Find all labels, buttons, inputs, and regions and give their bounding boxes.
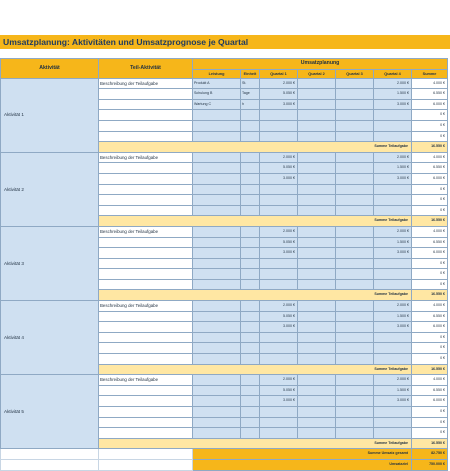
quartal-3-cell[interactable] <box>336 205 374 216</box>
quartal-2-cell[interactable] <box>298 279 336 290</box>
summe-cell[interactable]: 4.000 € <box>412 152 448 163</box>
leistung-cell[interactable] <box>193 173 241 184</box>
quartal-3-cell[interactable] <box>336 322 374 333</box>
summe-cell[interactable]: 6.000 € <box>412 248 448 259</box>
quartal-2-cell[interactable] <box>298 226 336 237</box>
quartal-1-cell[interactable]: 2.000 € <box>260 78 298 89</box>
leistung-cell[interactable] <box>193 258 241 269</box>
table-row <box>1 226 448 237</box>
teilaufgabe-cell[interactable] <box>99 173 193 184</box>
quartal-1-cell[interactable] <box>260 184 298 195</box>
summe-cell[interactable]: 0 € <box>412 417 448 428</box>
header-aktivitaet[interactable]: Aktivität <box>1 59 99 79</box>
quartal-3-cell[interactable] <box>336 396 374 407</box>
header-leistung[interactable]: Leistung <box>193 69 241 78</box>
teilaufgabe-cell[interactable]: Beschreibung der Teilaufgabe <box>99 226 193 237</box>
quartal-1-cell[interactable]: 3.000 € <box>260 99 298 110</box>
summe-cell[interactable]: 6.550 € <box>412 385 448 396</box>
sum-teilaufgabe-value[interactable]: 16.550 € <box>412 216 448 227</box>
teilaufgabe-cell[interactable] <box>99 311 193 322</box>
summe-cell[interactable]: 4.000 € <box>412 301 448 312</box>
quartal-4-cell[interactable]: 2.000 € <box>374 301 412 312</box>
quartal-2-cell[interactable] <box>298 269 336 280</box>
quartal-2-cell[interactable] <box>298 428 336 439</box>
einheit-cell[interactable] <box>241 195 260 206</box>
teilaufgabe-cell[interactable] <box>99 120 193 131</box>
einheit-cell[interactable] <box>241 131 260 142</box>
teilaufgabe-cell[interactable] <box>99 417 193 428</box>
quartal-3-cell[interactable] <box>336 110 374 121</box>
quartal-1-cell[interactable]: 5.050 € <box>260 163 298 174</box>
teilaufgabe-cell[interactable] <box>99 354 193 365</box>
quartal-2-cell[interactable] <box>298 332 336 343</box>
einheit-cell[interactable]: h <box>241 99 260 110</box>
quartal-4-cell[interactable] <box>374 269 412 280</box>
quartal-4-cell[interactable]: 3.000 € <box>374 173 412 184</box>
quartal-1-cell[interactable] <box>260 343 298 354</box>
teilaufgabe-cell[interactable] <box>99 237 193 248</box>
blank-cell <box>99 459 193 470</box>
quartal-2-cell[interactable] <box>298 396 336 407</box>
quartal-4-cell[interactable] <box>374 258 412 269</box>
quartal-1-cell[interactable] <box>260 205 298 216</box>
quartal-4-cell[interactable] <box>374 205 412 216</box>
teilaufgabe-cell[interactable] <box>99 428 193 439</box>
quartal-4-cell[interactable]: 1.500 € <box>374 385 412 396</box>
quartal-1-cell[interactable] <box>260 195 298 206</box>
quartal-3-cell[interactable] <box>336 311 374 322</box>
leistung-cell[interactable] <box>193 184 241 195</box>
quartal-2-cell[interactable] <box>298 131 336 142</box>
quartal-3-cell[interactable] <box>336 354 374 365</box>
quartal-2-cell[interactable] <box>298 248 336 259</box>
einheit-cell[interactable] <box>241 269 260 280</box>
quartal-4-cell[interactable]: 1.500 € <box>374 311 412 322</box>
summe-cell[interactable]: 4.000 € <box>412 375 448 386</box>
einheit-cell[interactable] <box>241 385 260 396</box>
quartal-3-cell[interactable] <box>336 195 374 206</box>
einheit-cell[interactable] <box>241 237 260 248</box>
einheit-cell[interactable] <box>241 354 260 365</box>
summe-cell[interactable]: 0 € <box>412 354 448 365</box>
quartal-2-cell[interactable] <box>298 322 336 333</box>
summe-cell[interactable]: 0 € <box>412 407 448 418</box>
teilaufgabe-cell[interactable] <box>99 184 193 195</box>
quartal-4-cell[interactable] <box>374 120 412 131</box>
header-quartal-1[interactable]: Quartal 1 <box>260 69 298 78</box>
quartal-1-cell[interactable] <box>260 332 298 343</box>
leistung-cell[interactable] <box>193 375 241 386</box>
summe-cell[interactable]: 0 € <box>412 428 448 439</box>
sum-teilaufgabe-value[interactable]: 16.550 € <box>412 290 448 301</box>
quartal-3-cell[interactable] <box>336 237 374 248</box>
leistung-cell[interactable] <box>193 279 241 290</box>
quartal-4-cell[interactable] <box>374 407 412 418</box>
quartal-2-cell[interactable] <box>298 195 336 206</box>
einheit-cell[interactable] <box>241 120 260 131</box>
quartal-4-cell[interactable]: 2.000 € <box>374 375 412 386</box>
summe-cell[interactable]: 6.550 € <box>412 89 448 100</box>
leistung-cell[interactable]: Wartung C <box>193 99 241 110</box>
summe-cell[interactable]: 0 € <box>412 332 448 343</box>
summe-cell[interactable]: 0 € <box>412 195 448 206</box>
leistung-cell[interactable] <box>193 248 241 259</box>
activity-label[interactable]: Aktivität 5 <box>1 375 99 449</box>
quartal-1-cell[interactable]: 2.000 € <box>260 375 298 386</box>
einheit-cell[interactable] <box>241 184 260 195</box>
einheit-cell[interactable] <box>241 311 260 322</box>
total-row <box>1 459 448 470</box>
summe-cell[interactable]: 0 € <box>412 205 448 216</box>
quartal-1-cell[interactable]: 3.000 € <box>260 173 298 184</box>
quartal-3-cell[interactable] <box>336 226 374 237</box>
quartal-2-cell[interactable] <box>298 205 336 216</box>
quartal-4-cell[interactable] <box>374 428 412 439</box>
leistung-cell[interactable] <box>193 110 241 121</box>
quartal-4-cell[interactable] <box>374 343 412 354</box>
quartal-4-cell[interactable] <box>374 195 412 206</box>
quartal-2-cell[interactable] <box>298 385 336 396</box>
quartal-2-cell[interactable] <box>298 99 336 110</box>
leistung-cell[interactable] <box>193 396 241 407</box>
quartal-4-cell[interactable]: 3.000 € <box>374 99 412 110</box>
leistung-cell[interactable] <box>193 120 241 131</box>
table-row <box>1 375 448 386</box>
quartal-4-cell[interactable]: 2.000 € <box>374 78 412 89</box>
quartal-1-cell[interactable] <box>260 428 298 439</box>
leistung-cell[interactable] <box>193 417 241 428</box>
teilaufgabe-cell[interactable] <box>99 163 193 174</box>
quartal-4-cell[interactable] <box>374 279 412 290</box>
header-einheit[interactable]: Einheit <box>241 69 260 78</box>
einheit-cell[interactable] <box>241 332 260 343</box>
teilaufgabe-cell[interactable] <box>99 322 193 333</box>
sum-teilaufgabe-label: Summe Teilaufgabe <box>99 216 412 227</box>
sum-teilaufgabe-label: Summe Teilaufgabe <box>99 438 412 449</box>
teilaufgabe-cell[interactable] <box>99 131 193 142</box>
header-quartal-3[interactable]: Quartal 3 <box>336 69 374 78</box>
einheit-cell[interactable] <box>241 173 260 184</box>
leistung-cell[interactable] <box>193 237 241 248</box>
summe-cell[interactable]: 6.000 € <box>412 173 448 184</box>
sheet-title: Umsatzplanung: Aktivitäten und Umsatzprognose je Quartal <box>0 35 450 49</box>
quartal-2-cell[interactable] <box>298 407 336 418</box>
leistung-cell[interactable] <box>193 205 241 216</box>
summe-cell[interactable]: 6.550 € <box>412 163 448 174</box>
table-row <box>1 78 448 89</box>
sum-teilaufgabe-value[interactable]: 16.550 € <box>412 364 448 375</box>
leistung-cell[interactable] <box>193 195 241 206</box>
leistung-cell[interactable] <box>193 354 241 365</box>
einheit-cell[interactable] <box>241 279 260 290</box>
quartal-4-cell[interactable]: 1.500 € <box>374 237 412 248</box>
spreadsheet <box>0 35 450 471</box>
quartal-3-cell[interactable] <box>336 89 374 100</box>
quartal-1-cell[interactable]: 5.050 € <box>260 385 298 396</box>
quartal-3-cell[interactable] <box>336 407 374 418</box>
umsatzziel-label: Umsatzziel <box>193 459 412 470</box>
summe-cell[interactable]: 0 € <box>412 110 448 121</box>
quartal-3-cell[interactable] <box>336 417 374 428</box>
teilaufgabe-cell[interactable] <box>99 89 193 100</box>
einheit-cell[interactable]: St. <box>241 78 260 89</box>
quartal-2-cell[interactable] <box>298 173 336 184</box>
header-teil-aktivitaet[interactable]: Teil-Aktivität <box>99 59 193 79</box>
quartal-2-cell[interactable] <box>298 237 336 248</box>
quartal-2-cell[interactable] <box>298 120 336 131</box>
quartal-2-cell[interactable] <box>298 78 336 89</box>
quartal-1-cell[interactable]: 3.000 € <box>260 322 298 333</box>
leistung-cell[interactable] <box>193 152 241 163</box>
quartal-4-cell[interactable]: 3.000 € <box>374 248 412 259</box>
quartal-3-cell[interactable] <box>336 184 374 195</box>
quartal-1-cell[interactable]: 2.000 € <box>260 152 298 163</box>
quartal-1-cell[interactable]: 3.000 € <box>260 248 298 259</box>
summe-cell[interactable]: 6.550 € <box>412 311 448 322</box>
umsatzziel-value[interactable]: 750.000 € <box>412 459 448 470</box>
quartal-1-cell[interactable] <box>260 407 298 418</box>
table-row <box>1 301 448 312</box>
leistung-cell[interactable] <box>193 311 241 322</box>
sum-teilaufgabe-value[interactable]: 16.550 € <box>412 438 448 449</box>
blank-cell <box>99 449 193 460</box>
teilaufgabe-cell[interactable] <box>99 407 193 418</box>
teilaufgabe-cell[interactable] <box>99 99 193 110</box>
quartal-4-cell[interactable] <box>374 354 412 365</box>
blank-cell <box>1 449 99 460</box>
einheit-cell[interactable] <box>241 396 260 407</box>
quartal-2-cell[interactable] <box>298 110 336 121</box>
leistung-cell[interactable] <box>193 226 241 237</box>
leistung-cell[interactable] <box>193 269 241 280</box>
quartal-1-cell[interactable] <box>260 354 298 365</box>
summe-cell[interactable]: 4.000 € <box>412 78 448 89</box>
summe-cell[interactable]: 0 € <box>412 343 448 354</box>
table-row <box>1 152 448 163</box>
quartal-2-cell[interactable] <box>298 417 336 428</box>
sum-teilaufgabe-label: Summe Teilaufgabe <box>99 364 412 375</box>
quartal-4-cell[interactable]: 2.000 € <box>374 226 412 237</box>
quartal-4-cell[interactable]: 3.000 € <box>374 322 412 333</box>
quartal-1-cell[interactable]: 3.000 € <box>260 396 298 407</box>
quartal-3-cell[interactable] <box>336 78 374 89</box>
planning-table <box>0 58 448 471</box>
einheit-cell[interactable] <box>241 301 260 312</box>
teilaufgabe-cell[interactable] <box>99 110 193 121</box>
teilaufgabe-cell[interactable] <box>99 248 193 259</box>
teilaufgabe-cell[interactable]: Beschreibung der Teilaufgabe <box>99 152 193 163</box>
activity-label[interactable]: Aktivität 2 <box>1 152 99 226</box>
quartal-4-cell[interactable] <box>374 417 412 428</box>
summe-cell[interactable]: 0 € <box>412 120 448 131</box>
teilaufgabe-cell[interactable] <box>99 332 193 343</box>
einheit-cell[interactable] <box>241 375 260 386</box>
quartal-2-cell[interactable] <box>298 89 336 100</box>
einheit-cell[interactable] <box>241 152 260 163</box>
quartal-1-cell[interactable]: 2.000 € <box>260 226 298 237</box>
sum-teilaufgabe-label: Summe Teilaufgabe <box>99 290 412 301</box>
quartal-1-cell[interactable]: 5.050 € <box>260 89 298 100</box>
sum-teilaufgabe-value[interactable]: 16.550 € <box>412 142 448 153</box>
summe-cell[interactable]: 0 € <box>412 269 448 280</box>
einheit-cell[interactable] <box>241 110 260 121</box>
quartal-2-cell[interactable] <box>298 163 336 174</box>
einheit-cell[interactable] <box>241 417 260 428</box>
quartal-1-cell[interactable]: 2.000 € <box>260 301 298 312</box>
einheit-cell[interactable] <box>241 258 260 269</box>
activity-label[interactable]: Aktivität 3 <box>1 226 99 300</box>
quartal-4-cell[interactable]: 1.500 € <box>374 163 412 174</box>
quartal-4-cell[interactable] <box>374 184 412 195</box>
leistung-cell[interactable] <box>193 322 241 333</box>
summe-cell[interactable]: 0 € <box>412 279 448 290</box>
quartal-3-cell[interactable] <box>336 332 374 343</box>
quartal-2-cell[interactable] <box>298 301 336 312</box>
quartal-3-cell[interactable] <box>336 99 374 110</box>
einheit-cell[interactable] <box>241 226 260 237</box>
quartal-4-cell[interactable] <box>374 332 412 343</box>
leistung-cell[interactable] <box>193 332 241 343</box>
einheit-cell[interactable] <box>241 343 260 354</box>
einheit-cell[interactable] <box>241 163 260 174</box>
quartal-1-cell[interactable]: 5.050 € <box>260 311 298 322</box>
quartal-4-cell[interactable]: 1.500 € <box>374 89 412 100</box>
activity-label[interactable]: Aktivität 4 <box>1 301 99 375</box>
einheit-cell[interactable] <box>241 322 260 333</box>
leistung-cell[interactable] <box>193 163 241 174</box>
total-row <box>1 449 448 460</box>
header-quartal-2[interactable]: Quartal 2 <box>298 69 336 78</box>
quartal-1-cell[interactable]: 5.050 € <box>260 237 298 248</box>
quartal-3-cell[interactable] <box>336 385 374 396</box>
quartal-3-cell[interactable] <box>336 258 374 269</box>
einheit-cell[interactable] <box>241 428 260 439</box>
summe-cell[interactable]: 4.000 € <box>412 226 448 237</box>
quartal-1-cell[interactable] <box>260 269 298 280</box>
quartal-3-cell[interactable] <box>336 248 374 259</box>
teilaufgabe-cell[interactable] <box>99 279 193 290</box>
quartal-4-cell[interactable]: 3.000 € <box>374 396 412 407</box>
leistung-cell[interactable]: Produkt A <box>193 78 241 89</box>
quartal-3-cell[interactable] <box>336 120 374 131</box>
quartal-3-cell[interactable] <box>336 375 374 386</box>
einheit-cell[interactable]: Tage <box>241 89 260 100</box>
activity-label[interactable]: Aktivität 1 <box>1 78 99 152</box>
summe-cell[interactable]: 6.550 € <box>412 237 448 248</box>
quartal-2-cell[interactable] <box>298 354 336 365</box>
quartal-1-cell[interactable] <box>260 131 298 142</box>
teilaufgabe-cell[interactable] <box>99 385 193 396</box>
header-quartal-4[interactable]: Quartal 4 <box>374 69 412 78</box>
teilaufgabe-cell[interactable] <box>99 195 193 206</box>
quartal-3-cell[interactable] <box>336 279 374 290</box>
summe-cell[interactable]: 0 € <box>412 131 448 142</box>
summe-cell[interactable]: 6.000 € <box>412 396 448 407</box>
quartal-3-cell[interactable] <box>336 428 374 439</box>
spacer-row <box>0 49 450 58</box>
quartal-2-cell[interactable] <box>298 258 336 269</box>
quartal-2-cell[interactable] <box>298 152 336 163</box>
leistung-cell[interactable] <box>193 131 241 142</box>
quartal-2-cell[interactable] <box>298 375 336 386</box>
quartal-3-cell[interactable] <box>336 269 374 280</box>
sum-teilaufgabe-label: Summe Teilaufgabe <box>99 142 412 153</box>
leistung-cell[interactable] <box>193 301 241 312</box>
header-umsatzplanung[interactable]: Umsatzplanung <box>193 59 448 70</box>
teilaufgabe-cell[interactable] <box>99 396 193 407</box>
quartal-4-cell[interactable] <box>374 110 412 121</box>
einheit-cell[interactable] <box>241 248 260 259</box>
quartal-3-cell[interactable] <box>336 163 374 174</box>
einheit-cell[interactable] <box>241 205 260 216</box>
quartal-1-cell[interactable] <box>260 110 298 121</box>
quartal-2-cell[interactable] <box>298 311 336 322</box>
quartal-4-cell[interactable] <box>374 131 412 142</box>
teilaufgabe-cell[interactable] <box>99 258 193 269</box>
teilaufgabe-cell[interactable] <box>99 269 193 280</box>
quartal-3-cell[interactable] <box>336 173 374 184</box>
teilaufgabe-cell[interactable]: Beschreibung der Teilaufgabe <box>99 301 193 312</box>
quartal-2-cell[interactable] <box>298 343 336 354</box>
umsatz-gesamt-value[interactable]: 82.750 € <box>412 449 448 460</box>
blank-cell <box>1 459 99 470</box>
leistung-cell[interactable] <box>193 343 241 354</box>
summe-cell[interactable]: 0 € <box>412 258 448 269</box>
quartal-1-cell[interactable] <box>260 258 298 269</box>
quartal-1-cell[interactable] <box>260 279 298 290</box>
quartal-3-cell[interactable] <box>336 343 374 354</box>
header-summe[interactable]: Summe <box>412 69 448 78</box>
quartal-1-cell[interactable] <box>260 120 298 131</box>
summe-cell[interactable]: 6.000 € <box>412 322 448 333</box>
quartal-1-cell[interactable] <box>260 417 298 428</box>
teilaufgabe-cell[interactable] <box>99 205 193 216</box>
einheit-cell[interactable] <box>241 407 260 418</box>
umsatz-gesamt-label: Summe Umsatz gesamt <box>193 449 412 460</box>
quartal-3-cell[interactable] <box>336 301 374 312</box>
teilaufgabe-cell[interactable]: Beschreibung der Teilaufgabe <box>99 78 193 89</box>
leistung-cell[interactable]: Schulung B <box>193 89 241 100</box>
leistung-cell[interactable] <box>193 428 241 439</box>
quartal-4-cell[interactable]: 2.000 € <box>374 152 412 163</box>
teilaufgabe-cell[interactable]: Beschreibung der Teilaufgabe <box>99 375 193 386</box>
leistung-cell[interactable] <box>193 385 241 396</box>
quartal-3-cell[interactable] <box>336 131 374 142</box>
quartal-2-cell[interactable] <box>298 184 336 195</box>
summe-cell[interactable]: 0 € <box>412 184 448 195</box>
teilaufgabe-cell[interactable] <box>99 343 193 354</box>
quartal-3-cell[interactable] <box>336 152 374 163</box>
leistung-cell[interactable] <box>193 407 241 418</box>
summe-cell[interactable]: 6.000 € <box>412 99 448 110</box>
